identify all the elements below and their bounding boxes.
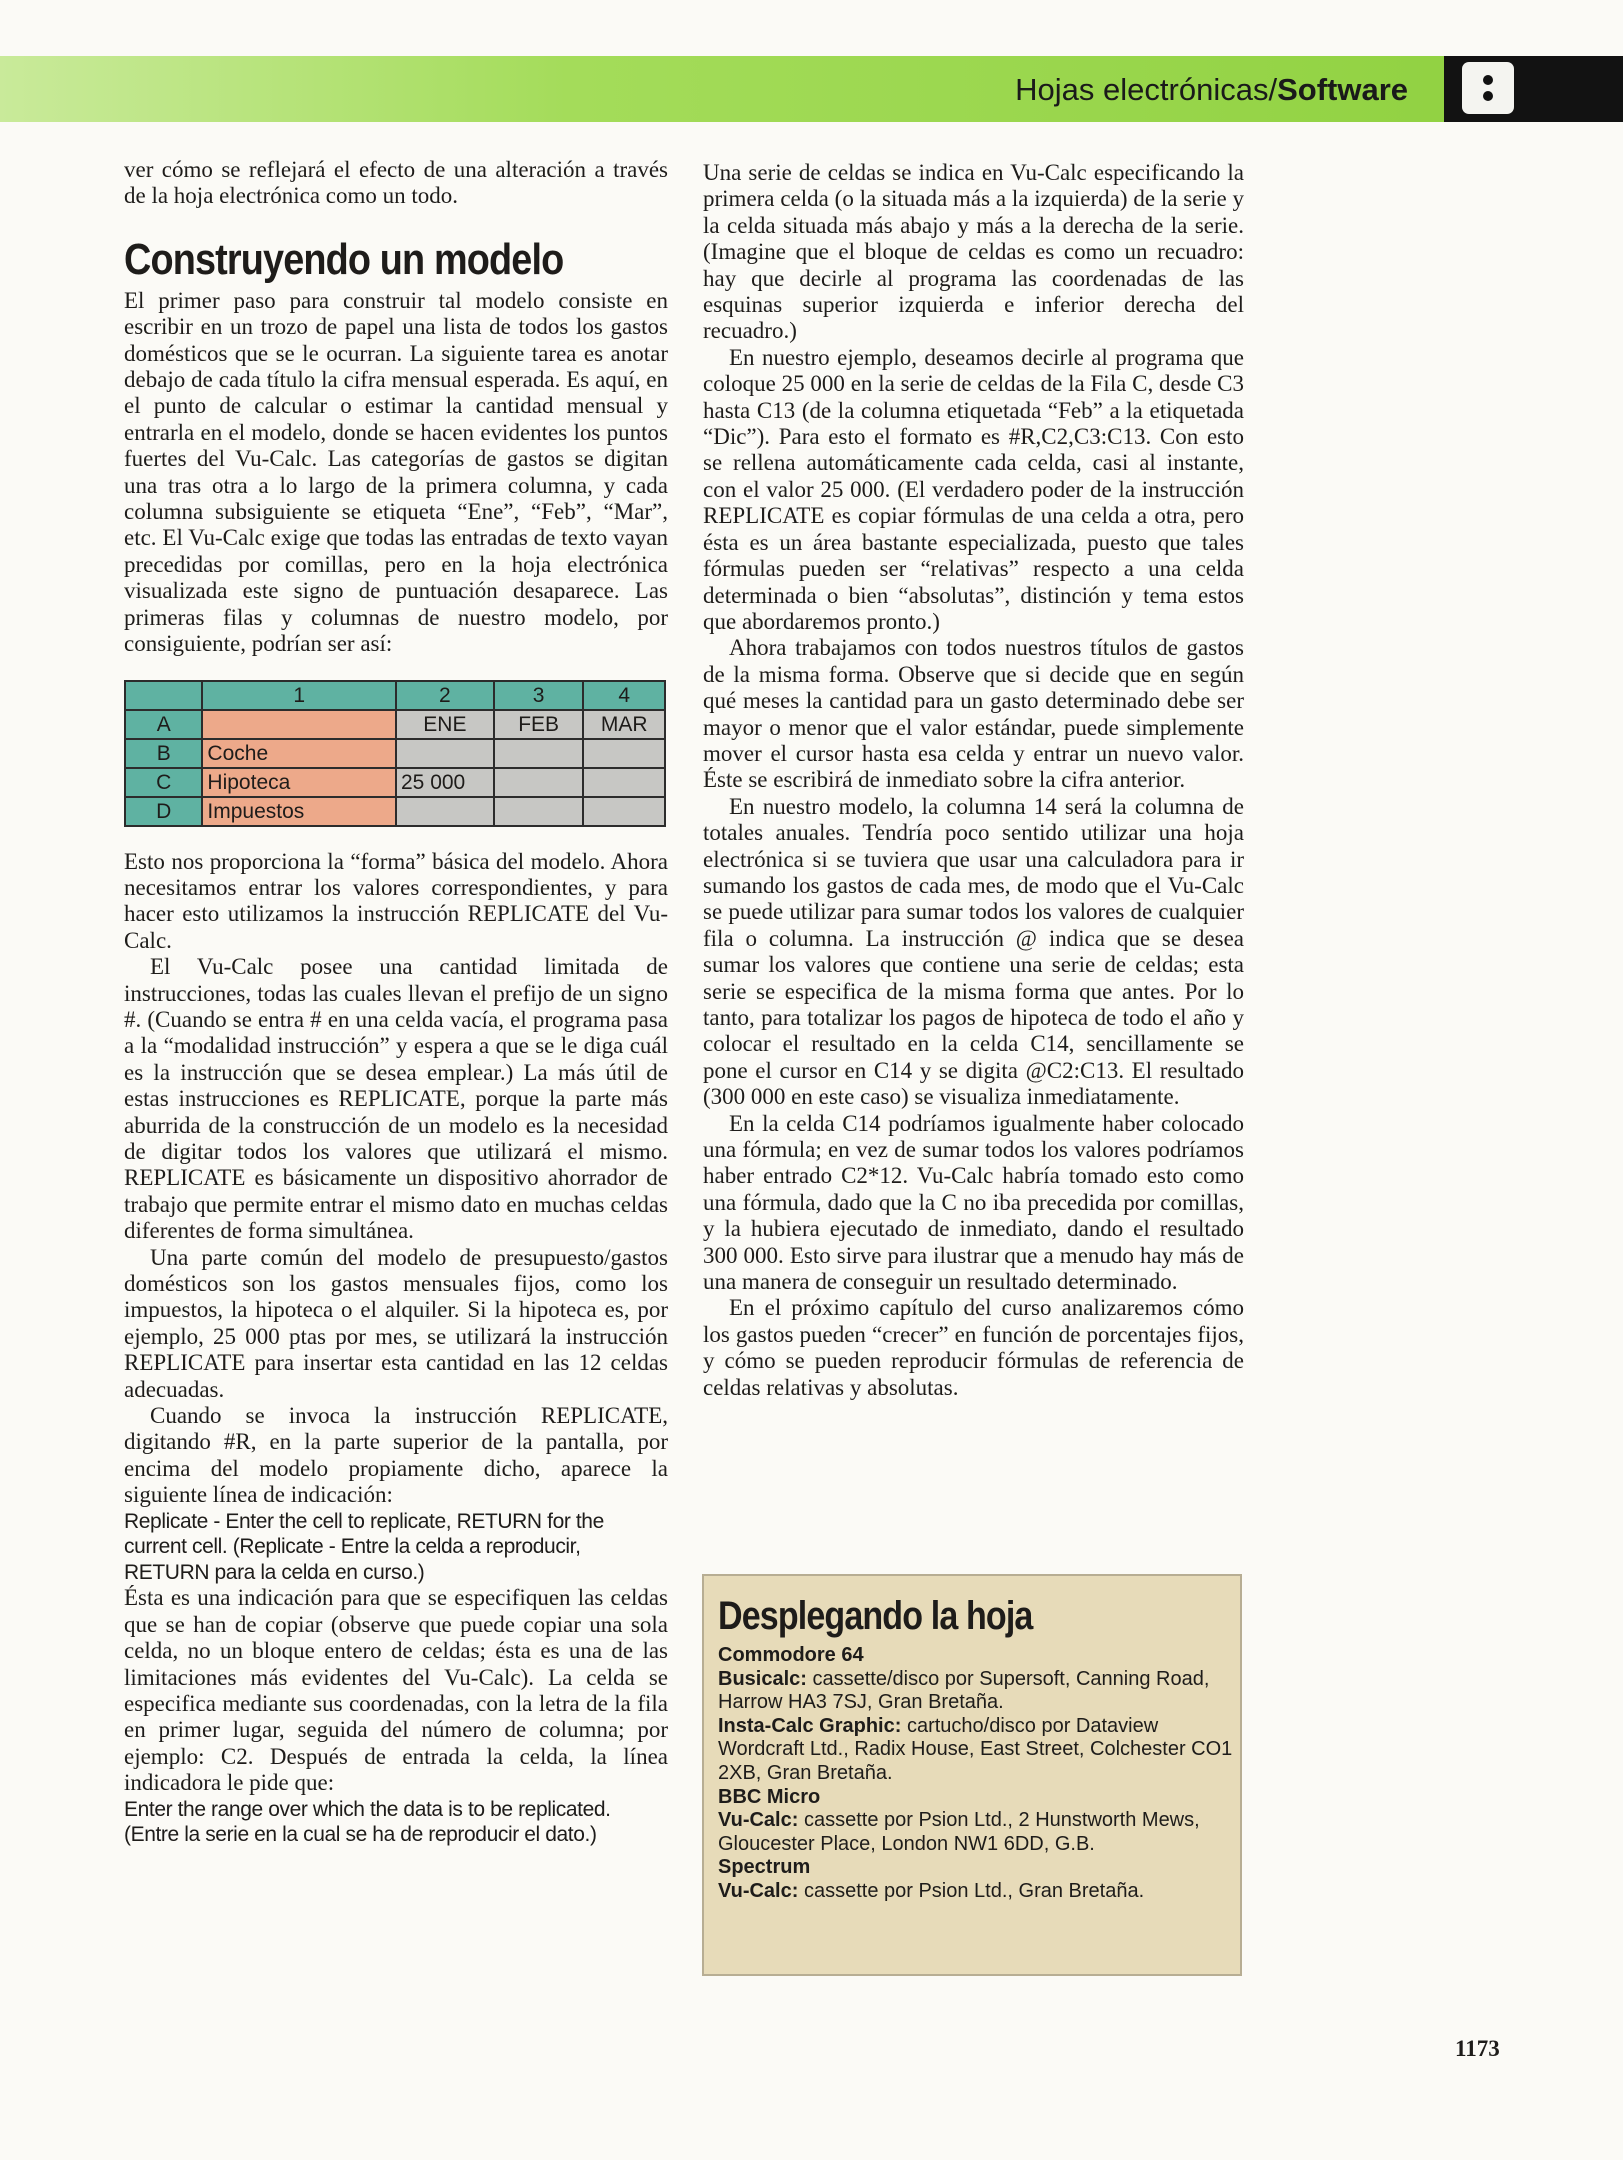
col-header: 3 [494,681,584,710]
software-entry [718,1809,1238,1856]
paragraph: El Vu-Calc posee una cantidad limitada de instrucciones, todas las cuales llevan el prefijo de un signo #. (Cuando se entra # en una celda vacía, el programa pasa a la “modalidad instrucción” y espera a que se le diga cuál es la instrucción que se desea emplear.) La más útil de estas instrucciones es REPLICATE, porque la parte más aburrida de la construcción de un modelo es la necesidad de digitar todos los valores que utilizará el mismo. REPLICATE es básicamente un dispositivo ahorrador de trabajo que permite entrar el mismo dato en muchas celdas diferentes de forma simultánea. [124,954,668,1244]
software-details: cartucho/disco por Dataview Wordcraft Ltd., Radix House, East Street, Colchester CO1 2XB, Gran Bretaña. [718,1714,1233,1784]
left-column [124,157,668,1848]
col-header: 2 [396,681,494,710]
row-header: A [125,710,202,739]
paragraph: En el próximo capítulo del curso analizaremos cómo los gastos pueden “crecer” en función de porcentajes fijos, y cómo se pueden reproducir fórmulas de referencia de celdas relativas y absolutas. [703,1295,1244,1400]
paragraph: Ésta es una indicación para que se especifiquen las celdas que se han de copiar (observe que puede copiar una sola celda, no un bloque entero de celdas; ésta es una de las limitaciones más evidentes del Vu-Calc). La celda se especifica mediante sus coordenadas, con la letra de la fila en primer lugar, seguida del número de columna; por ejemplo: C2. Después de entrada la celda, la línea indicadora le pide que: [124,1585,668,1796]
software-name: Vu-Calc: [718,1879,799,1902]
section-title [1015,66,1408,114]
section-label: Hojas electrónicas/ [1015,72,1278,107]
software-name: Insta-Calc Graphic: [718,1714,902,1737]
value-cell [396,797,494,826]
software-details: cassette por Psion Ltd., 2 Hunstworth Mews, Gloucester Place, London NW1 6DD, G.B. [718,1809,1200,1855]
software-details: cassette por Psion Ltd., Gran Bretaña. [803,1879,1145,1902]
section-heading: Construyendo un modelo [124,234,564,284]
paragraph: En nuestro ejemplo, deseamos decirle al programa que coloque 25 000 en la serie de celdas de la Fila C, desde C3 hasta C13 (de la columna etiquetada “Feb” a la etiquetada “Dic”). Para esto el formato es #R,C2,C3:C13. Con esto se rellena automáticamente cada celda, casi al instante, con el valor 25 000. (El verdadero poder de la instrucción REPLICATE es copiar fórmulas de una celda a otra, pero ésta es un área bastante especializada, puesto que tales fórmulas pueden ser “relativas” respecto a una celda determinada o bien “absolutas”, distinción y tema estos que abordaremos pronto.) [703,344,1244,634]
value-cell: ENE [396,710,494,739]
software-name: Vu-Calc: [718,1809,799,1832]
value-cell [494,739,584,768]
paragraph: Una serie de celdas se indica en Vu-Calc especificando la primera celda (o la situada más a la izquierda) de la serie y la celda situada más abajo y más a la derecha de la serie. (Imagine que el bloque de celdas es como un recuadro: hay que decirle al programa las coordenadas de las esquinas superior izquierda e inferior derecha del recuadro.) [703,160,1244,344]
section-label-bold: Software [1277,72,1408,107]
spreadsheet-header-row [125,681,665,710]
spreadsheet-table [124,680,666,827]
col-header: 4 [583,681,665,710]
software-sidebar-box [702,1574,1242,1976]
label-cell: Hipoteca [202,768,396,797]
value-cell: 25 000 [396,768,494,797]
value-cell: MAR [583,710,665,739]
paragraph: En nuestro modelo, la columna 14 será la columna de totales anuales. Tendría poco sentido utilizar una hoja electrónica si se tuviera que usar una calculadora para ir sumando los gastos de cada mes, de modo que el Vu-Calc se puede utilizar para sumar todos los valores de cualquier fila o columna. La instrucción @ indica que se desea sumar los valores que contiene una serie de celdas; esta serie se especifica de la misma forma que antes. Por lo tanto, para totalizar los pagos de hipoteca de todo el año y colocar el resultado en la celda C14, sencillamente se pone el cursor en C14 y se digita @C2:C13. El resultado (300 000 en este caso) se visualiza inmediatamente. [703,793,1244,1110]
paragraph: Esto nos proporciona la “forma” básica del modelo. Ahora necesitamos entrar los valores correspondientes, y para hacer esto utilizamos la instrucción REPLICATE del Vu-Calc. [124,848,668,953]
value-cell [583,797,665,826]
intro-paragraph: ver cómo se reflejará el efecto de una alteración a través de la hoja electrónica como un todo. [124,157,668,209]
system-name: Commodore 64 [718,1644,864,1666]
floppy-disk-icon [1462,62,1514,114]
row-header: B [125,739,202,768]
value-cell [494,797,584,826]
system-name: Spectrum [718,1856,811,1879]
value-cell [583,768,665,797]
value-cell [494,768,584,797]
software-entry [718,1715,1238,1786]
paragraph: Una parte común del modelo de presupuesto/gastos domésticos son los gastos mensuales fijos, como los impuestos, la hipoteca o el alquiler. Si la hipoteca es, por ejemplo, 25 000 ptas por mes, se utilizará la instrucción REPLICATE para insertar esta cantidad en las 12 celdas adecuadas. [124,1244,668,1402]
software-entry [718,1880,1238,1904]
paragraph: Cuando se invoca la instrucción REPLICATE, digitando #R, en la parte superior de la pantalla, por encima del modelo propiamente dicho, aparece la siguiente línea de indicación: [124,1403,668,1508]
right-column [703,160,1244,1401]
paragraph: El primer paso para construir tal modelo consiste en escribir en un trozo de papel una lista de todos los gastos domésticos que se le ocurran. La siguiente tarea es anotar debajo de cada título la cifra mensual esperada. Es aquí, en el punto de calcular o estimar la cantidad mensual y entrarla en el modelo, donde se hacen evidentes los puntos fuertes del Vu-Calc. Las categorías de gastos se digitan una tras otra a lo largo de la primera columna, y cada columna subsiguiente se etiqueta “Ene”, “Feb”, “Mar”, etc. El Vu-Calc exige que todas las entradas de texto vayan precedidas por comillas, pero en la hoja electrónica visualizada este signo de puntuación desaparece. Las primeras filas y columnas de nuestro modelo, por consiguiente, podrían ser así: [124,287,668,657]
software-entry [718,1668,1238,1715]
software-name: Busicalc: [718,1667,807,1690]
software-details: cassette/disco por Supersoft, Canning Road, Harrow HA3 7SJ, Gran Bretaña. [718,1667,1210,1714]
page-number: 1173 [1455,2036,1500,2061]
label-cell: Coche [202,739,396,768]
row-header: C [125,768,202,797]
col-header: 1 [202,681,396,710]
value-cell [396,739,494,768]
prompt-quote: Replicate - Enter the cell to replicate, RETURN for the current cell. (Replicate - Entre la celda a reproducir, RETURN para la celda en curso.) [124,1509,604,1584]
label-cell [202,710,396,739]
spreadsheet-row [125,797,665,826]
paragraph: Ahora trabajamos con todos nuestros títulos de gastos de la misma forma. Observe que si decide que en según qué meses la cantidad para un gasto determinado debe ser mayor o menor que el valor estándar, puede simplemente mover el cursor hasta esa celda y entrar un nuevo valor. Éste se escribirá de inmediato sobre la cifra anterior. [703,635,1244,793]
box-title: Desplegando la hoja [718,1594,1033,1638]
spreadsheet-row [125,739,665,768]
prompt-quote: Enter the range over which the data is to be replicated. (Entre la serie en la cual se ha de reproducir el dato.) [124,1797,611,1847]
value-cell: FEB [494,710,584,739]
value-cell [583,739,665,768]
system-name: BBC Micro [718,1785,821,1808]
paragraph: En la celda C14 podríamos igualmente haber colocado una fórmula; en vez de sumar todos los valores podríamos haber entrado C2*12. Vu-Calc habría tomado esto como una fórmula, dado que la C no iba precedida por comillas, y la hubiera ejecutado de inmediato, dando el resultado 300 000. Esto sirve para ilustrar que a menudo hay más de una manera de conseguir un resultado determinado. [703,1110,1244,1295]
spreadsheet-row [125,710,665,739]
label-cell: Impuestos [202,797,396,826]
col-header [125,681,202,710]
spreadsheet-row [125,768,665,797]
row-header: D [125,797,202,826]
